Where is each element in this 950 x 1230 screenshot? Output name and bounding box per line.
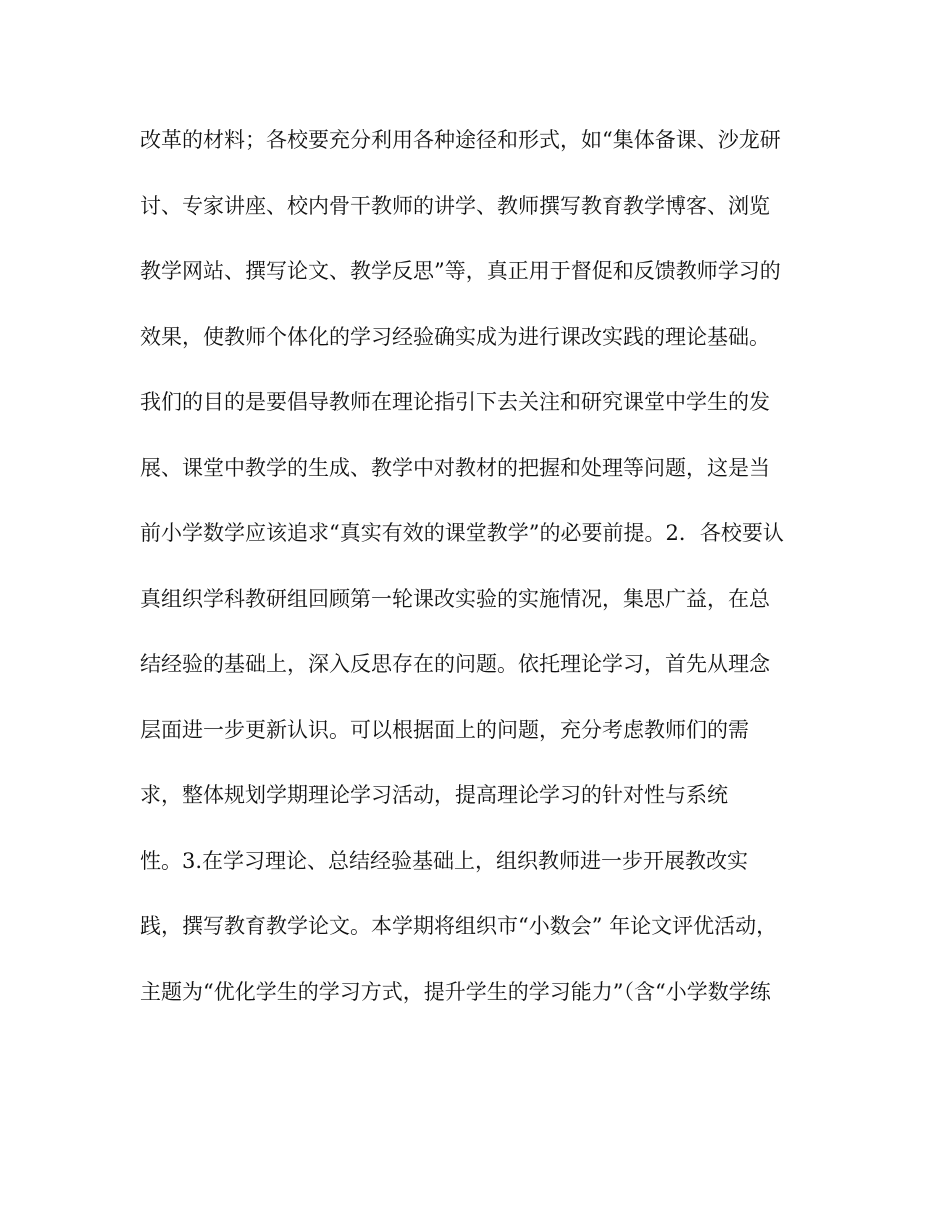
text-line-6: 展、课堂中教学的生成、教学中对教材的把握和处理等问题，这是当 (140, 455, 770, 480)
text-line-11: 求，整体规划学期理论学习活动，提高理论学习的针对性与系统 (140, 783, 728, 807)
text-line-2: 讨、专家讲座、校内骨干教师的讲学、教师撰写教育教学博客、浏览 (140, 193, 770, 218)
text-line-13: 践，撰写教育教学论文。本学期将组织市“小数会” 年论文评优活动， (140, 914, 778, 938)
text-line-14: 主题为“优化学生的学习方式，提升学生的学习能力”（含“小学数学练 (140, 979, 771, 1004)
text-line-9: 结经验的基础上，深入反思存在的问题。依托理论学习，首先从理念 (140, 652, 770, 676)
text-line-8: 真组织学科教研组回顾第一轮课改实验的实施情况，集思广益，在总 (140, 586, 770, 611)
text-line-1: 改革的材料；各校要充分利用各种途径和形式，如“集体备课、沙龙研 (140, 128, 781, 152)
text-line-3: 教学网站、撰写论文、教学反思”等，真正用于督促和反馈教师学习的 (140, 259, 781, 283)
text-line-12: 性。3.在学习理论、总结经验基础上，组织教师进一步开展教改实 (140, 848, 749, 873)
text-line-10: 层面进一步更新认识。可以根据面上的问题，充分考虑教师们的需 (140, 717, 749, 742)
text-line-5: 我们的目的是要倡导教师在理论指引下去关注和研究课堂中学生的发 (140, 390, 770, 414)
text-line-4: 效果，使教师个体化的学习经验确实成为进行课改实践的理论基础。 (140, 324, 770, 349)
body-text (140, 118, 820, 1035)
text-line-7: 前小学数学应该追求“真实有效的课堂教学”的必要前提。2．各校要认 (140, 521, 784, 545)
